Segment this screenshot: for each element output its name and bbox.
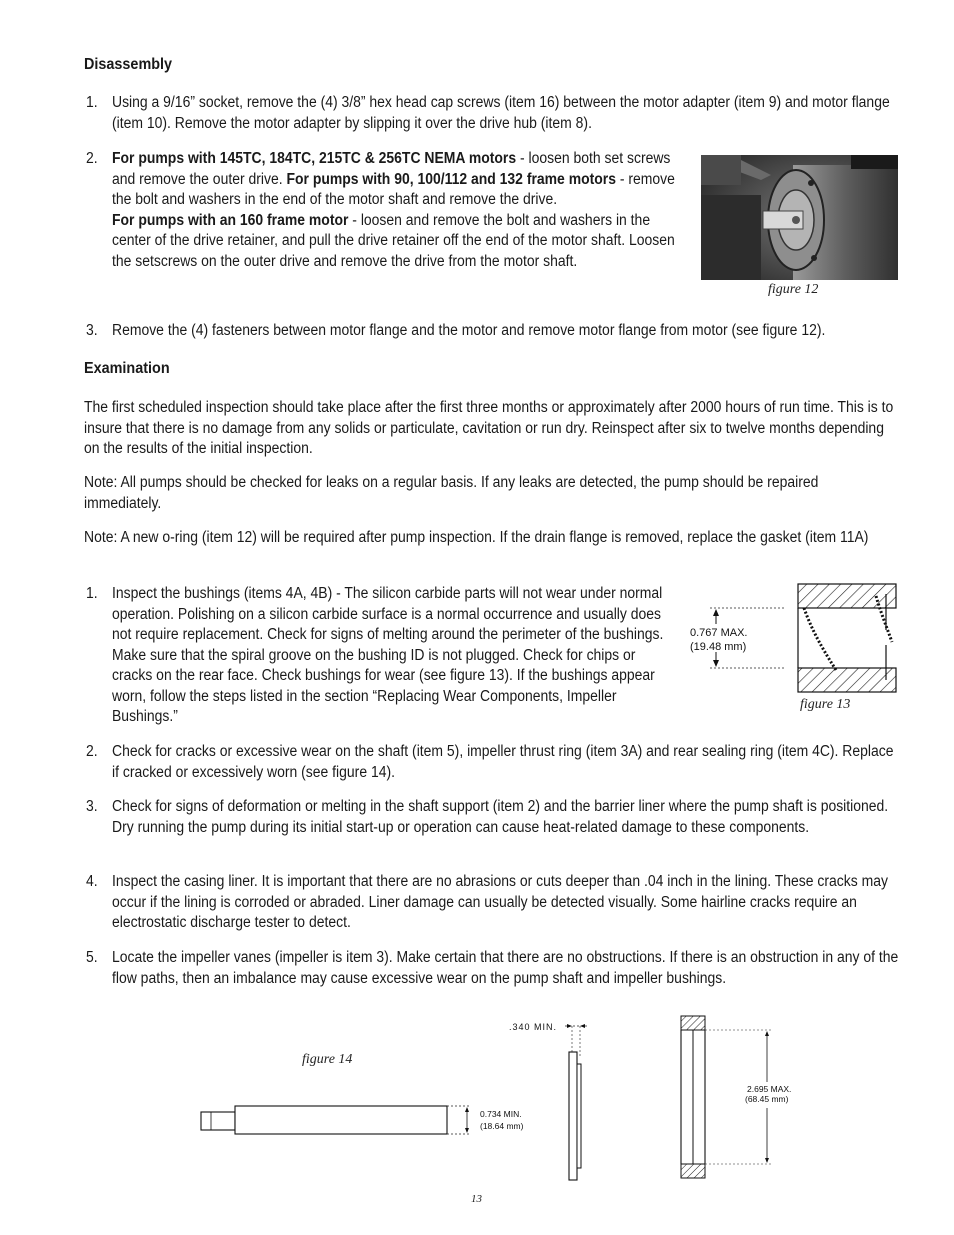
- step-2-bold-nema: For pumps with 145TC, 184TC, 215TC & 256TC NEMA motors: [112, 150, 517, 167]
- step-number: 1.: [86, 94, 98, 111]
- step-2-text-a: - loosen both set screws and remove the outer drive.: [112, 150, 671, 188]
- step-2-text: [112, 149, 685, 272]
- disassembly-heading: Disassembly: [84, 56, 173, 73]
- inspect-bushings-text: Inspect the bushings (items 4A, 4B) - The silicon carbide parts will not wear under normal operation. Polishing on a silicon carbide surface is a normal occurrence and usually does not require replacement. Check for signs of melting around the perimeter of the bushings. Make sure that the spiral groove on the bushing ID is not plugged. Check for chips or cracks on the rear face. Check bushings for wear (see figure 13). If the bushings appear worn, follow the steps listed in the section “Replacing Wear Components, Impeller Bushings.”: [112, 585, 664, 725]
- figure-13-dimension-max: 0.767 MAX.: [690, 627, 748, 639]
- step-number: 3.: [86, 322, 98, 339]
- step-1-text: Using a 9/16” socket, remove the (4) 3/8” hex head cap screws (item 16) between the motor adapter (item 9) and motor flange (item 10). Remove the motor adapter by slipping it over the drive hub (item 8).: [112, 94, 890, 132]
- shaft-drawing: [201, 1106, 524, 1134]
- figure-12-caption: figure 12: [768, 282, 819, 297]
- impeller-vanes-text: Locate the impeller vanes (impeller is item 3). Make certain that there are no obstructions. If there is an obstruction in any of the flow paths, then an imbalance may cause excessive wear on the pump shaft and impeller bushings.: [112, 949, 899, 987]
- item-number: 5.: [86, 949, 98, 966]
- step-number: 2.: [86, 150, 98, 167]
- motor-photo-image: [701, 155, 898, 280]
- check-shaft-text: Check for cracks or excessive wear on the shaft (item 5), impeller thrust ring (item 3A) and rear sealing ring (item 4C). Replace if cracked or excessively worn (see figure 14).: [112, 743, 894, 781]
- page-number: 13: [471, 1193, 482, 1205]
- bushing-dimension-mm: (68.45 mm): [745, 1094, 789, 1104]
- inspect-casing-liner-text: Inspect the casing liner. It is important that there are no abrasions or cuts deeper than .04 inch in the lining. These cracks may occur if the lining is corroded or abraded. Liner damage can usually be detected visually. Some hairline cracks require an electrostatic discharge tester to detect.: [112, 873, 888, 931]
- step-2-bold-frame: For pumps with 90, 100/112 and 132 frame motors: [286, 170, 616, 188]
- item-number: 2.: [86, 743, 98, 760]
- item-number: 3.: [86, 798, 98, 815]
- check-shaft-support-text: Check for signs of deformation or melting in the shaft support (item 2) and the barrier liner where the pump shaft is positioned. Dry running the pump during its initial start-up or operation can cause heat-related damage to these components.: [112, 798, 889, 836]
- step-2-bold-160: For pumps with an 160 frame motor: [112, 211, 349, 229]
- thrust-ring-drawing: [509, 1022, 587, 1180]
- item-number: 1.: [86, 585, 98, 602]
- figure-14-caption: figure 14: [302, 1052, 353, 1067]
- figure-12-photo: [701, 155, 898, 280]
- examination-intro: The first scheduled inspection should take place after the first three months or approximately after 2000 hours of run time. This is to insure that there is no damage from any solids or particulate, cavitation or run dry. Reinspect after six to twelve months depending on the results of the initial inspection.: [84, 399, 894, 457]
- shaft-dimension-mm: (18.64 mm): [480, 1121, 524, 1131]
- bushing-dimension-max: 2.695 MAX.: [747, 1084, 792, 1094]
- examination-heading: Examination: [84, 360, 170, 377]
- leak-note: Note: All pumps should be checked for leaks on a regular basis. If any leaks are detected, the pump should be repaired immediately.: [84, 474, 819, 512]
- shaft-dimension-min: 0.734 MIN.: [480, 1109, 522, 1119]
- ring-dimension-min: .340 MIN.: [509, 1022, 558, 1032]
- step-2-text-b: - remove the bolt and washers in the end of the motor shaft and remove the drive.: [112, 170, 675, 208]
- o-ring-note: Note: A new o-ring (item 12) will be required after pump inspection. If the drain flange is removed, replace the gasket (item 11A): [84, 529, 869, 546]
- figure-14-drawing: [195, 1012, 805, 1187]
- figure-13-dimension-mm: (19.48 mm): [690, 641, 747, 653]
- figure-13-caption: figure 13: [800, 697, 851, 712]
- item-number: 4.: [86, 873, 98, 890]
- step-3-text: Remove the (4) fasteners between motor flange and the motor and remove motor flange from motor (see figure 12).: [112, 322, 826, 339]
- bushing-drawing: [681, 1016, 791, 1178]
- step-2-text-c: - loosen and remove the bolt and washers in the center of the drive retainer, and pull the drive retainer off the end of the motor shaft. Loosen the setscrews on the outer drive and remove the drive from the motor shaft.: [112, 211, 675, 270]
- figure-13-bushing-drawing: [686, 580, 901, 695]
